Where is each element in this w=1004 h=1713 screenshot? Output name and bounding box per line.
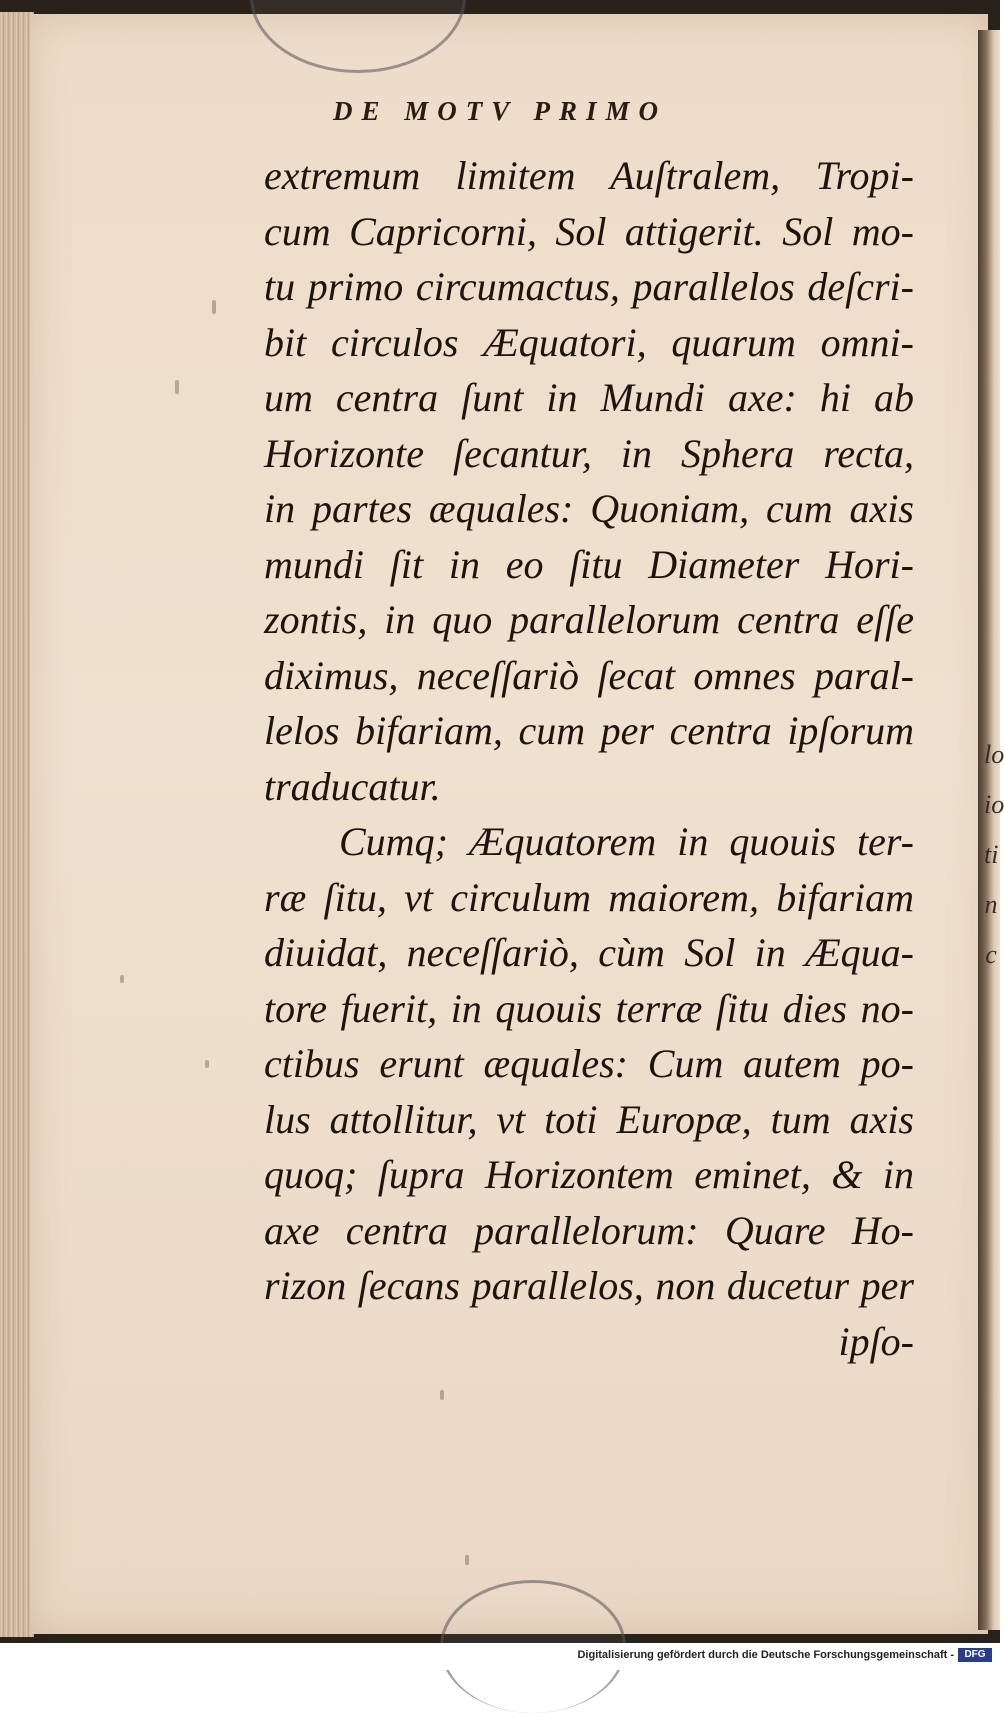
adjacent-page-letters: [984, 730, 1004, 980]
text-line: Horizonte ſecantur, in Sphera recta,: [264, 430, 914, 476]
text-line: tore fuerit, in quouis terræ ſitu dies no-: [264, 985, 914, 1031]
text-line: extremum limitem Auſtralem, Tropi-: [264, 153, 914, 198]
text-line: zontis, in quo parallelorum centra eſſe: [264, 597, 914, 642]
text-line: lelos bifariam, cum per centra ipſorum: [264, 708, 914, 753]
dfg-logo: DFG: [958, 1648, 992, 1662]
text-line: in partes æquales: Quoniam, cum axis: [264, 486, 914, 531]
text-line: Cumq; Æquatorem in quouis ter-: [339, 819, 914, 864]
edge-letter: n: [984, 890, 998, 919]
footer-credit: Digitalisierung gefördert durch die Deutsche Forschungsgemeinschaft -: [577, 1649, 954, 1661]
latin-body-text: [264, 148, 914, 1369]
edge-letter: ti: [984, 840, 999, 869]
text-line: axe centra parallelorum: Quare Ho-: [264, 1207, 914, 1253]
text-line: mundi ſit in eo ſitu Diameter Hori-: [264, 541, 914, 587]
catchword: ipſo-: [838, 1318, 914, 1364]
text-line: bit circulos Æquatori, quarum omni-: [264, 319, 914, 365]
edge-letter: io: [984, 790, 1004, 819]
right-page-edge: [978, 30, 1004, 1630]
running-head: DE MOTV PRIMO: [332, 96, 668, 126]
text-line: diximus, neceſſariò ſecat omnes paral-: [264, 652, 914, 698]
text-line: rizon ſecans parallelos, non ducetur per: [264, 1263, 914, 1308]
text-line: traducatur.: [264, 763, 441, 809]
text-line: quoq; ſupra Horizontem eminet, & in: [264, 1152, 914, 1197]
text-line: diuidat, neceſſariò, cùm Sol in Æqua-: [264, 930, 914, 975]
edge-letter: c: [985, 940, 997, 969]
text-line: ctibus erunt æquales: Cum autem po-: [264, 1041, 914, 1086]
edge-letter: lo: [984, 740, 1004, 769]
text-line: um centra ſunt in Mundi axe: hi ab: [264, 375, 914, 420]
digitization-footer: [0, 1643, 1000, 1670]
text-line: lus attollitur, vt toti Europæ, tum axis: [264, 1096, 914, 1142]
left-page-edges: [0, 12, 34, 1637]
text-line: tu primo circumactus, parallelos deſcri-: [264, 264, 914, 309]
text-line: ræ ſitu, vt circulum maiorem, bifariam: [264, 874, 914, 920]
text-line: cum Capricorni, Sol attigerit. Sol mo-: [264, 208, 914, 254]
